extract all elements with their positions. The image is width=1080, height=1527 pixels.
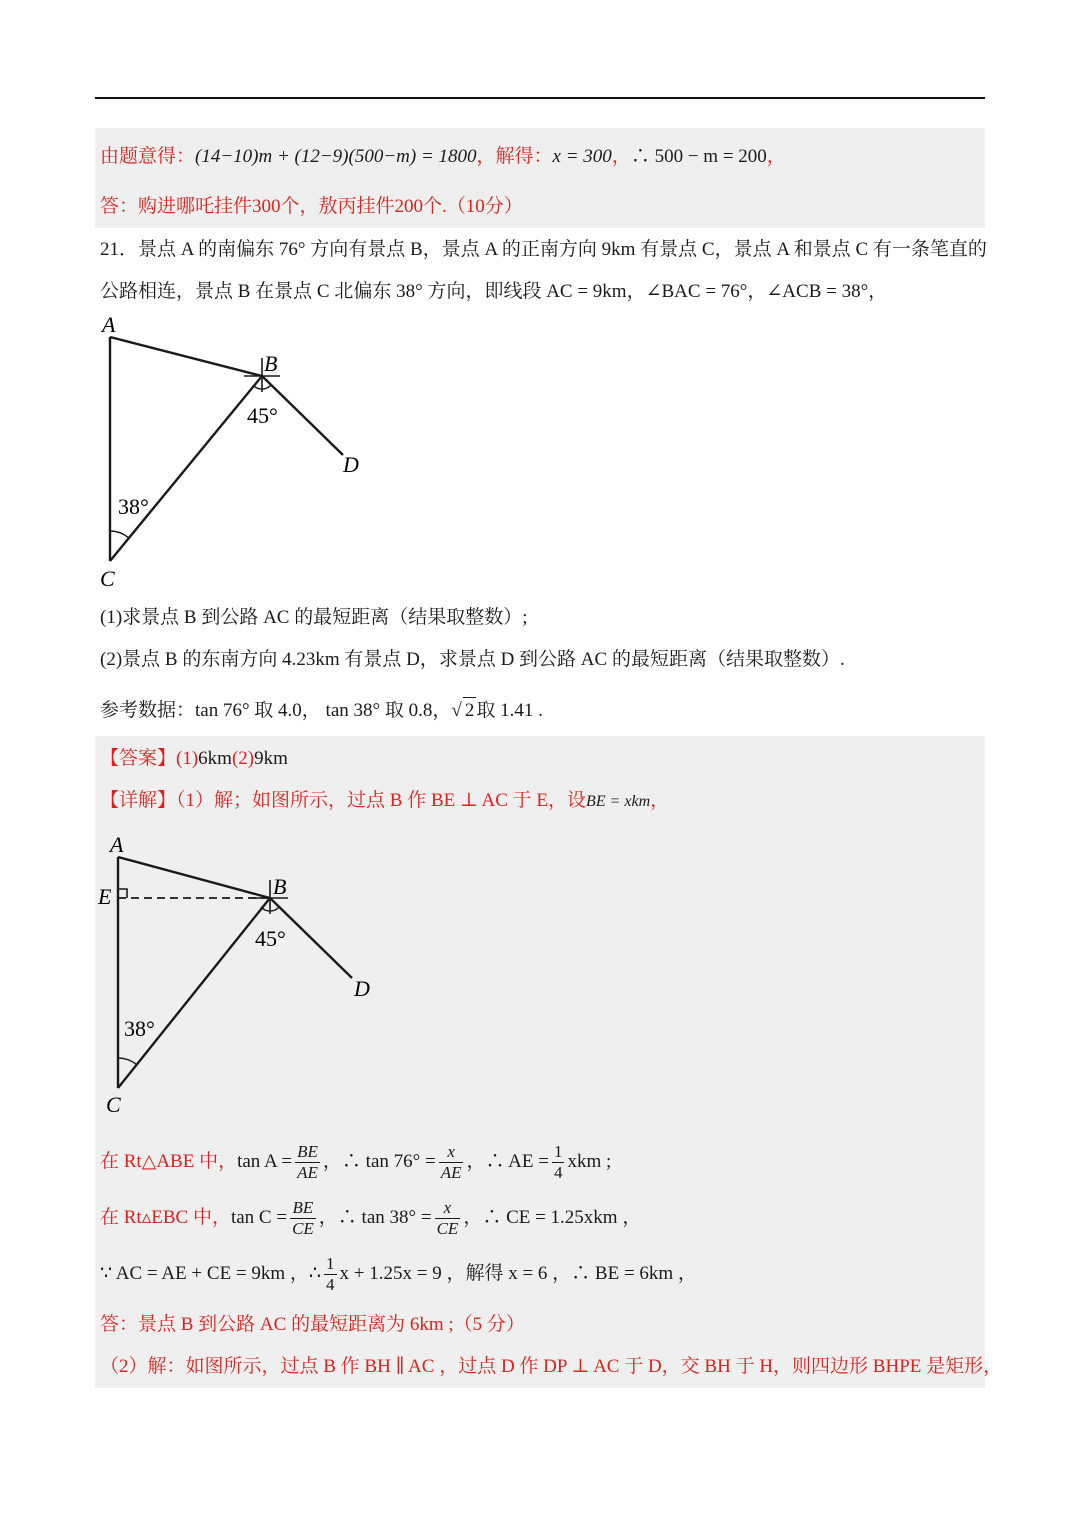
prev-equation: (14−10)m + (12−9)(500−m) = 1800 [195,146,477,167]
fraction-x-ce: $\frac{x}{CE}$ [436,1198,459,1239]
label-a: A [102,312,116,337]
prev-label: 由题意得： [100,146,196,167]
detail-intro-end: ， [650,790,670,811]
angle-arc-c [110,531,129,538]
fraction-be-ae: $\frac{BE}{AE}$ [297,1142,318,1183]
page-top-rule [95,97,985,99]
sol3-a: ∵ AC = AE + CE = 9km ，∴ [100,1263,322,1284]
solution-line-1 [100,1140,611,1184]
sol2-a: tan C = [230,1207,288,1228]
previous-answer-line: 答：购进哪吒挂件300个，敖丙挂件200个.（10分） [100,196,523,217]
answer-part-2-label: (2) [231,748,255,769]
answer-part-2-value: 9km [254,748,288,769]
sol1-b: ，∴ tan 76° = [322,1151,436,1172]
sqrt-radicand: 2 [463,697,477,724]
detail-intro-equation: BE = xkm [586,793,651,810]
sol2-c: ，∴ CE = 1.25xkm ， [463,1207,642,1228]
detail-tag: 【详解】 [100,790,177,811]
segment-ab [110,337,262,376]
sol3-b: x + 1.25x = 9 ，解得 x = 6 ，∴ BE = 6km ， [339,1263,697,1284]
label-c: C [106,1092,121,1117]
figure-1 [90,308,390,598]
label-a: A [110,832,124,857]
reference-end: 取 1.41 . [476,700,543,721]
segment-ab [118,857,270,898]
sol2-b: ，∴ tan 38° = [318,1207,432,1228]
right-angle-mark-e [118,889,127,898]
solution-line-2 [100,1196,641,1240]
figure-2 [90,828,400,1124]
fraction-1-4: $\frac{1}{4}$ [553,1142,563,1183]
answer-part-1-label: (1) [176,748,199,769]
angle-label-c: 38° [118,494,149,519]
question-1: (1)求景点 B 到公路 AC 的最短距离（结果取整数）; [100,607,528,628]
answer-tag: 【答案】 [100,748,177,769]
angle-label-b: 45° [247,403,278,428]
label-b: B [273,874,287,899]
label-e: E [98,884,112,909]
prev-sep: ， [611,146,631,167]
sol1-c: ，∴ AE = [466,1151,549,1172]
sol1-d: xkm ; [567,1151,612,1172]
angle-label-b: 45° [255,926,286,951]
problem-line-2: 公路相连，景点 B 在景点 C 北偏东 38° 方向，即线段 AC = 9km，∠BAC = 76°，∠ACB = 38°， [100,281,888,302]
label-c: C [100,566,115,591]
label-d: D [343,452,359,477]
segment-cb [118,898,270,1088]
previous-solution-line-1 [100,144,786,170]
fraction-x-ae: $\frac{x}{AE}$ [440,1142,462,1183]
question-2: (2)景点 B 的东南方向 4.23km 有景点 D，求景点 D 到公路 AC 的最短距离（结果取整数）. [100,649,845,670]
sqrt-sign: √ [451,700,462,721]
detail-intro: （1）解；如图所示，过点 B 作 BE ⊥ AC 于 E，设 [176,790,587,811]
prev-end: ， [766,146,786,167]
sol1-a: tan A = [237,1151,293,1172]
problem-line-1: 21．景点 A 的南偏东 76° 方向有景点 B，景点 A 的正南方向 9km 有景点 C，景点 A 和景点 C 有一条笔直的 [100,239,987,260]
prev-x-value: x = 300 [552,146,612,167]
prev-therefore: ∴ 500 − m = 200 [630,146,767,167]
fraction-1-4: $\frac{1}{4}$ [326,1254,335,1295]
answer-line [100,746,288,772]
reference-text: 参考数据：tan 76° 取 4.0， tan 38° 取 0.8， [100,700,452,721]
fraction-be-ce: $\frac{BE}{CE}$ [292,1198,314,1239]
label-b: B [264,351,278,376]
sol2-pre: 在 Rt▵EBC 中， [100,1207,231,1228]
angle-label-c: 38° [124,1016,155,1041]
solution-answer-1: 答：景点 B 到公路 AC 的最短距离为 6km ;（5 分） [100,1314,525,1335]
segment-cb [110,376,262,561]
angle-arc-c [118,1058,137,1065]
answer-part-1-value: 6km [198,748,232,769]
prev-solve-label: ，解得： [476,146,553,167]
solution-line-3 [100,1252,697,1296]
label-d: D [354,976,370,1001]
sol1-pre: 在 Rt△ABE 中， [100,1151,238,1172]
reference-data [100,697,543,724]
solution-part-2-intro: （2）解：如图所示，过点 B 作 BH ∥ AC ，过点 D 作 DP ⊥ AC 于 D，交 BH 于 H，则四边形 BHPE 是矩形， [100,1356,1003,1377]
detail-intro-line [100,788,669,815]
